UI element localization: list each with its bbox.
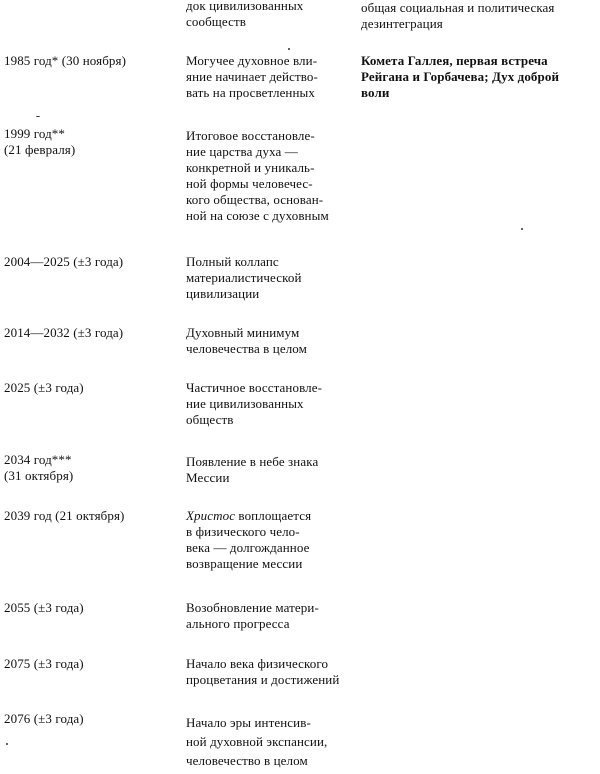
scan-speck (6, 743, 8, 745)
row-date-1999: 1999 год** (21 февраля) (4, 126, 76, 157)
row-event-2055: Возобновление матери- ального прогресса (186, 600, 319, 631)
row-event-2076: Начало эры интенсив- ной духовной экспансии, человечество в целом (186, 715, 328, 768)
row-date-2039: 2039 год (21 октября) (4, 508, 125, 523)
row-event-2075: Начало века физического процветания и достижений (186, 656, 340, 687)
row-date-2004-2025: 2004—2025 (±3 года) (4, 254, 124, 269)
row-date-2014-2032: 2014—2032 (±3 года) (4, 325, 124, 340)
scan-speck (521, 228, 523, 230)
row-event-1999: Итоговое восстановле- ние царства духа — конкретной и уникаль- ной формы человечес- кого общества, основан- ной на союзе с духовным (186, 128, 329, 223)
fragment-note-text: общая социальная и политическая дезинтеграция (361, 0, 555, 31)
row-date-2034: 2034 год*** (31 октября) (4, 452, 74, 483)
row-event-2039 (186, 508, 376, 572)
row-event-1985: Могучее духовное вли- яние начинает действо- вать на просветленных (186, 53, 318, 100)
row-event-2004-2025: Полный коллапс материалистической цивилизации (186, 254, 302, 301)
scan-speck (288, 48, 290, 50)
row-event-2014-2032: Духовный минимум человечества в целом (186, 325, 307, 356)
row-date-2076: 2076 (±3 года) (4, 711, 84, 726)
row-event-2034: Появление в небе знака Мессии (186, 454, 319, 485)
fragment-event-text: док цивилизованных сообществ (186, 0, 304, 29)
row-date-2025: 2025 (±3 года) (4, 380, 84, 395)
row-event-2039-rest: воплощается в физического чело- века — долгожданное возвращение мессии (186, 508, 312, 571)
christ-word: Христос (186, 508, 236, 523)
row-date-2055: 2055 (±3 года) (4, 600, 84, 615)
row-date-1985: 1985 год* (30 ноября) (4, 53, 127, 68)
row-note-1985: Комета Галлея, первая встреча Рейгана и Горбачева; Дух доброй воли (361, 53, 560, 100)
row-event-2025: Частичное восстановле- ние цивилизованных обществ (186, 380, 323, 427)
scan-speck (36, 116, 40, 117)
row-date-2075: 2075 (±3 года) (4, 656, 84, 671)
